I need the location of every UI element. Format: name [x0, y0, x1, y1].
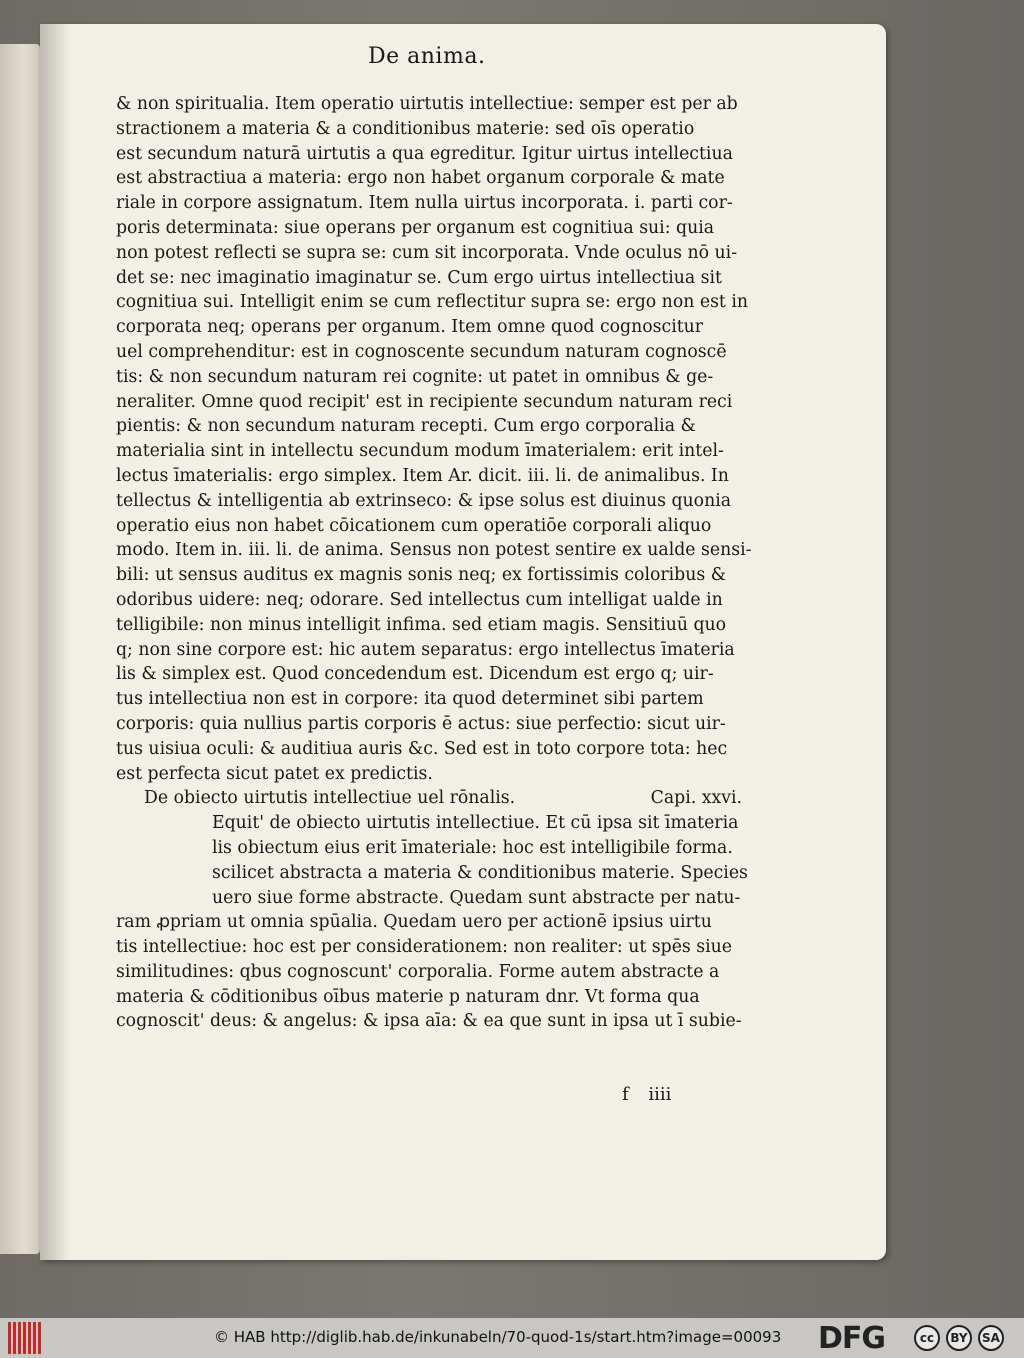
viewer-footer [0, 1318, 1024, 1358]
indented-line: scilicet abstracta a materia & conditionibus materie. Species [212, 862, 748, 883]
previous-page-edge [0, 44, 40, 1254]
text-line: est abstractiua a materia: ergo non habet organum corporale & mate [116, 168, 725, 189]
chapter-number: Capi. xxvi. [650, 788, 742, 809]
text-line: lectus īmaterialis: ergo simplex. Item Ar. dicit. iii. li. de animalibus. In [116, 465, 729, 486]
text-line: ram ꝓpriam ut omnia spūalia. Quedam uero per actionē ipsius uirtu [116, 912, 712, 933]
text-line: tus uisiua oculi: & auditiua auris &c. Sed est in toto corpore tota: hec [116, 738, 728, 759]
dfg-logo-icon[interactable]: DFG [818, 1321, 886, 1356]
text-line: stractionem a materia & a conditionibus materie: sed oīs operatio [116, 118, 695, 139]
text-line: uel comprehenditur: est in cognoscente secundum naturam cognoscē [116, 341, 727, 362]
text-line: corporis: quia nullius partis corporis ē actus: siue perfectio: sicut uir- [116, 713, 726, 734]
text-line: non potest reflecti se supra se: cum sit incorporata. Vnde oculus nō ui- [116, 242, 738, 263]
text-line: tellectus & intelligentia ab extrinseco: & ipse solus est diuinus quonia [116, 490, 732, 511]
by-icon: BY [946, 1325, 972, 1351]
indented-line: lis obiectum eius erit īmateriale: hoc est intelligibile forma. [212, 837, 733, 858]
signature-mark: f iiii [622, 1084, 672, 1105]
text-line: operatio eius non habet cōicationem cum operatiōe corporali aliquo [116, 515, 712, 536]
text-block [116, 92, 788, 1034]
credit-link[interactable]: © HAB http://diglib.hab.de/inkunabeln/70-quod-1s/start.htm?image=00093 [214, 1328, 782, 1346]
text-line: est secundum naturā uirtutis a qua egreditur. Igitur uirtus intellectiua [116, 143, 733, 164]
running-head: De anima. [368, 44, 486, 69]
text-line: & non spiritualia. Item operatio uirtutis intellectiue: semper est per ab [116, 94, 738, 114]
text-line: tus intellectiua non est in corpore: ita quod determinet sibi partem [116, 689, 704, 710]
indented-line: uero siue forme abstracte. Quedam sunt abstracte per natu- [212, 887, 741, 908]
chapter-heading [116, 786, 788, 811]
text-line: telligibile: non minus intelligit infima. sed etiam magis. Sensitiuū quo [116, 614, 727, 635]
hab-logo-icon[interactable] [8, 1322, 42, 1354]
text-line: corporata neq; operans per organum. Item omne quod cognoscitur [116, 317, 704, 338]
text-line: cognitiua sui. Intelligit enim se cum reflectitur supra se: ergo non est in [116, 292, 749, 313]
page-gutter-shadow [40, 24, 70, 1260]
cc-icon: cc [914, 1325, 940, 1351]
text-line: modo. Item in. iii. li. de anima. Sensus non potest sentire ex ualde sensi- [116, 540, 752, 561]
text-line: materialia sint in intellectu secundum modum īmaterialem: erit intel- [116, 441, 724, 462]
indented-line: Equit' de obiecto uirtutis intellectiue. Et cū ipsa sit īmateria [212, 813, 739, 834]
text-line: poris determinata: siue operans per organum est cognitiua sui: quia [116, 217, 715, 238]
text-line: riale in corpore assignatum. Item nulla uirtus incorporata. i. parti cor- [116, 193, 733, 214]
chapter-title: De obiecto uirtutis intellectiue uel rōnalis. [144, 788, 516, 809]
text-line: similitudines: qbus cognoscunt' corporalia. Forme autem abstracte a [116, 961, 720, 982]
text-line: tis: & non secundum naturam rei cognite: ut patet in omnibus & ge- [116, 366, 714, 387]
text-line: det se: nec imaginatio imaginatur se. Cum ergo uirtus intellectiua sit [116, 267, 722, 288]
sa-icon: SA [978, 1325, 1004, 1351]
text-line: tis intellectiue: hoc est per considerationem: non realiter: ut spēs siue [116, 937, 733, 958]
text-line: cognoscit' deus: & angelus: & ipsa aīa: & ea que sunt in ipsa ut ī subie- [116, 1011, 742, 1032]
text-line: lis & simplex est. Quod concedendum est. Dicendum est ergo q; uir- [116, 664, 714, 685]
text-line: neraliter. Omne quod recipit' est in recipiente secundum naturam reci [116, 391, 733, 412]
text-line: odoribus uidere: neq; odorare. Sed intellectus cum intelligat ualde in [116, 589, 723, 610]
text-line: pientis: & non secundum naturam recepti. Cum ergo corporalia & [116, 416, 696, 437]
text-line: materia & cōditionibus oībus materie p naturam dnr. Vt forma qua [116, 986, 700, 1007]
text-line: q; non sine corpore est: hic autem separatus: ergo intellectus īmateria [116, 639, 735, 660]
text-line: bili: ut sensus auditus ex magnis sonis neq; ex fortissimis coloribus & [116, 565, 727, 586]
text-line: est perfecta sicut patet ex predictis. [116, 763, 433, 784]
cc-license-badge[interactable] [914, 1322, 1014, 1354]
